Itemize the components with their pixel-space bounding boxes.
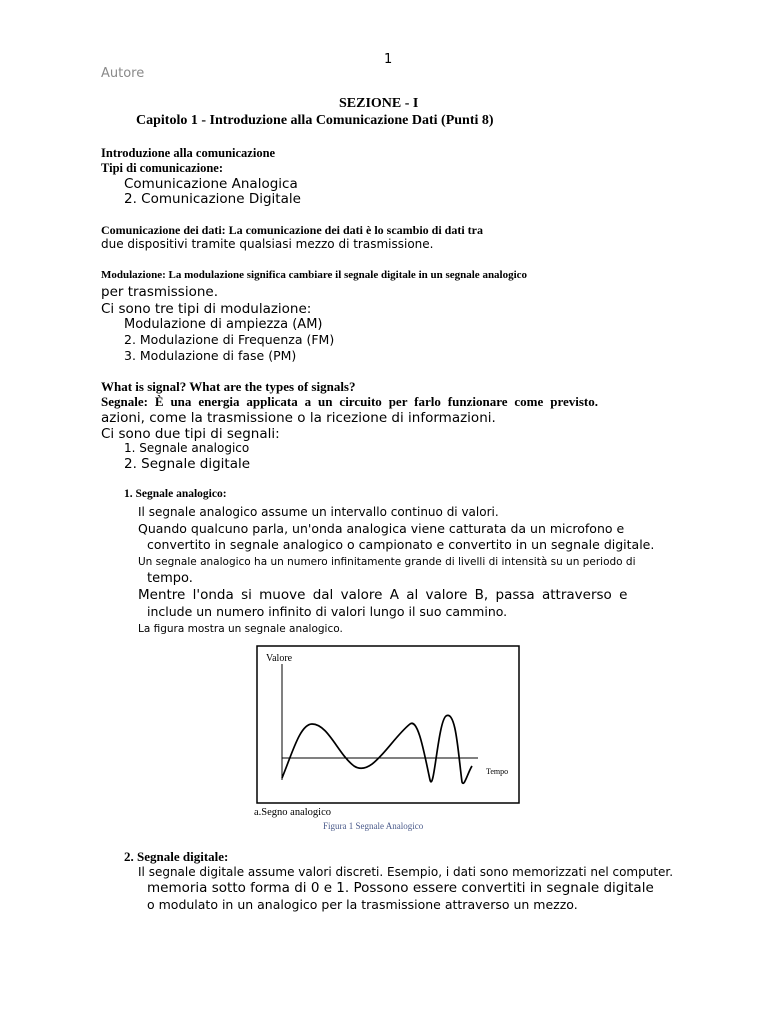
digital-heading: 2. Segnale digitale: bbox=[124, 849, 229, 864]
analog-bullet-4: Mentre l'onda si muove dal valore A al valore B, passa attraverso e bbox=[138, 587, 628, 603]
digital-line3: o modulato in un analogico per la trasmissione attraverso un mezzo. bbox=[147, 897, 578, 912]
signal-type-analog: 1. Segnale analogico bbox=[124, 441, 250, 455]
figure-frame bbox=[257, 646, 519, 803]
digital-line2: memoria sotto forma di 0 e 1. Possono essere convertiti in segnale digitale bbox=[147, 880, 654, 896]
analog-heading: 1. Segnale analogico: bbox=[124, 488, 227, 500]
figure-x-label: Tempo bbox=[486, 767, 509, 776]
analog-bullet-3-cont: tempo. bbox=[147, 571, 193, 586]
signal-definition: Segnale: È una energia applicata a un circuito per farlo funzionare come previsto. bbox=[101, 394, 598, 409]
chapter-title: Capitolo 1 - Introduzione alla Comunicazione Dati (Punti 8) bbox=[136, 113, 494, 128]
comm-type-analog: Comunicazione Analogica bbox=[124, 176, 298, 192]
signal-line2: azioni, come la trasmissione o la ricezione di informazioni. bbox=[101, 410, 496, 426]
figure-sub-label: a.Segno analogico bbox=[254, 807, 331, 818]
data-comm-line2: due dispositivi tramite qualsiasi mezzo di trasmissione. bbox=[101, 237, 434, 251]
analog-bullet-4-cont: include un numero infinito di valori lungo il suo cammino. bbox=[147, 604, 508, 619]
signal-type-digital: 2. Segnale digitale bbox=[124, 456, 251, 472]
digital-bullet-1: Il segnale digitale assume valori discreti. Esempio, i dati sono memorizzati nel computer. bbox=[138, 865, 674, 879]
analog-bullet-2: Quando qualcuno parla, un'onda analogica viene catturata da un microfono e bbox=[138, 521, 625, 536]
modulation-line1: Modulazione: La modulazione significa cambiare il segnale digitale in un segnale analogico bbox=[101, 269, 528, 281]
analog-bullet-1: Il segnale analogico assume un intervallo continuo di valori. bbox=[138, 505, 499, 519]
page-number: 1 bbox=[384, 52, 393, 67]
section-title: SEZIONE - I bbox=[339, 96, 419, 111]
analog-bullet-3: Un segnale analogico ha un numero infinitamente grande di livelli di intensità su un periodo di bbox=[138, 556, 636, 568]
intro-heading: Introduzione alla comunicazione bbox=[101, 146, 276, 160]
modulation-line2: per trasmissione. bbox=[101, 284, 218, 300]
types-heading: Tipi di comunicazione: bbox=[101, 161, 224, 175]
figure-y-label: Valore bbox=[266, 653, 293, 664]
analog-bullet-5: La figura mostra un segnale analogico. bbox=[138, 623, 343, 635]
signal-question: What is signal? What are the types of signals? bbox=[101, 379, 356, 394]
figure-caption: Figura 1 Segnale Analogico bbox=[323, 821, 424, 831]
modulation-am: Modulazione di ampiezza (AM) bbox=[124, 317, 323, 332]
analog-signal-figure bbox=[250, 642, 530, 834]
comm-type-digital: 2. Comunicazione Digitale bbox=[124, 191, 301, 207]
modulation-pm: 3. Modulazione di fase (PM) bbox=[124, 348, 297, 363]
data-comm-line1: Comunicazione dei dati: La comunicazione dei dati è lo scambio di dati tra bbox=[101, 223, 483, 237]
modulation-fm: 2. Modulazione di Frequenza (FM) bbox=[124, 332, 335, 347]
signal-line3: Ci sono due tipi di segnali: bbox=[101, 426, 280, 442]
modulation-line3: Ci sono tre tipi di modulazione: bbox=[101, 301, 312, 317]
analog-bullet-2-cont: convertito in segnale analogico o campionato e convertito in un segnale digitale. bbox=[147, 537, 655, 552]
author-label: Autore bbox=[101, 66, 145, 81]
